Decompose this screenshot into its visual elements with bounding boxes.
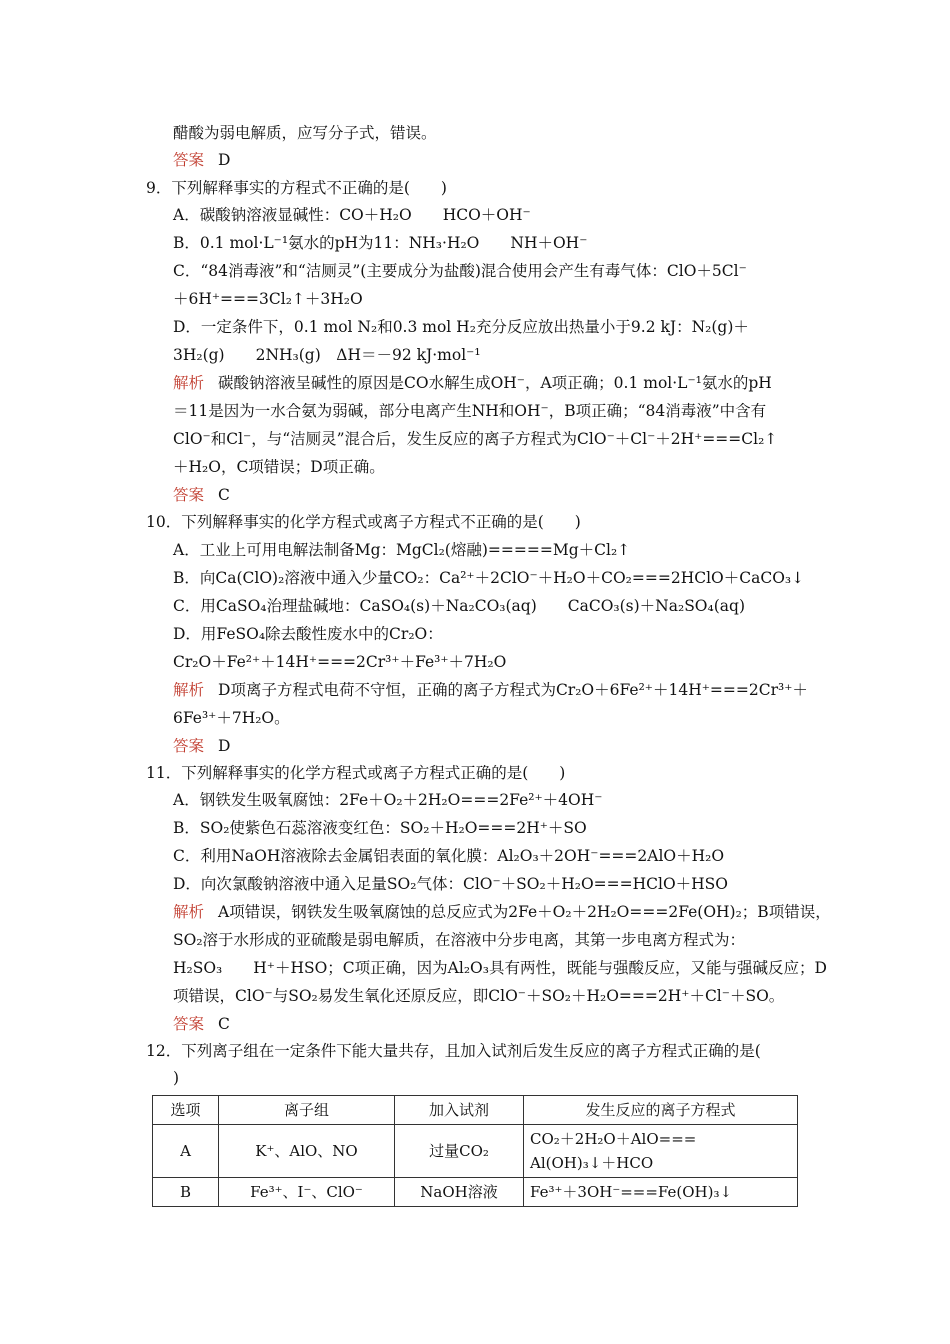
answer-value: C	[218, 1015, 230, 1033]
table-row	[153, 1178, 798, 1207]
equation-line-1: Fe³⁺＋3OH⁻===Fe(OH)₃↓	[530, 1183, 733, 1201]
q9-option-c-cont: ＋6H⁺===3Cl₂↑＋3H₂O	[173, 290, 363, 308]
cell-ions: Fe³⁺、I⁻、ClO⁻	[219, 1178, 395, 1207]
intro-text: 醋酸为弱电解质，应写分子式，错误。	[173, 124, 437, 142]
q11-option-a: A．钢铁发生吸氧腐蚀：2Fe＋O₂＋2H₂O===2Fe²⁺＋4OH⁻	[173, 791, 603, 809]
q9-option-a: A．碳酸钠溶液显碱性：CO＋H₂O HCO＋OH⁻	[173, 206, 531, 224]
q9-option-c: C．“84消毒液”和“洁厕灵”(主要成分为盐酸)混合使用会产生有毒气体：ClO＋5Cl⁻	[173, 262, 747, 280]
table-header-row	[153, 1096, 798, 1125]
q11-analysis-text-2: SO₂溶于水形成的亚硫酸是弱电解质，在溶液中分步电离，其第一步电离方程式为：	[173, 931, 746, 949]
q9-analysis-text-4: ＋H₂O，C项错误；D项正确。	[173, 458, 385, 476]
q11-option-c: C．利用NaOH溶液除去金属铝表面的氧化膜：Al₂O₃＋2OH⁻===2AlO＋H₂O	[173, 847, 725, 865]
q10-answer	[173, 736, 230, 756]
analysis-label: 解析	[173, 374, 205, 392]
equation-line-1: CO₂＋2H₂O＋AlO===	[530, 1130, 697, 1148]
cell-ions: K⁺、AlO、NO	[219, 1125, 395, 1178]
cell-option: A	[153, 1125, 219, 1178]
q11-analysis-text-1: A项错误，钢铁发生吸氧腐蚀的总反应式为2Fe＋O₂＋2H₂O===2Fe(OH)₂；B项错误，	[218, 903, 831, 921]
q11-option-b: B．SO₂使紫色石蕊溶液变红色：SO₂＋H₂O===2H⁺＋SO	[173, 819, 587, 837]
q11-answer	[173, 1014, 230, 1034]
cell-reagent: 过量CO₂	[395, 1125, 524, 1178]
q11-analysis-text-4: 项错误，ClO⁻与SO₂易发生氧化还原反应，即ClO⁻＋SO₂＋H₂O===2H⁺＋Cl⁻＋SO。	[173, 987, 785, 1005]
answer-value: C	[218, 486, 230, 504]
q9-option-d-cont: 3H₂(g) 2NH₃(g) ΔH＝－92 kJ·mol⁻¹	[173, 346, 481, 364]
q9-analysis-text-1: 碳酸钠溶液呈碱性的原因是CO水解生成OH⁻，A项正确；0.1 mol·L⁻¹氨水的pH	[218, 374, 772, 392]
cell-option: B	[153, 1178, 219, 1207]
q9-answer	[173, 485, 230, 505]
q12-stem-cont: )	[173, 1069, 180, 1087]
answer-label: 答案	[173, 151, 205, 169]
q8-answer	[173, 150, 230, 170]
cell-equation	[524, 1125, 798, 1178]
q9-analysis-text-2: ＝11是因为一水合氨为弱碱，部分电离产生NH和OH⁻，B项正确；“84消毒液”中含有	[173, 402, 767, 420]
cell-equation	[524, 1178, 798, 1207]
answer-label: 答案	[173, 1015, 205, 1033]
q12-stem: 12．下列离子组在一定条件下能大量共存，且加入试剂后发生反应的离子方程式正确的是(	[146, 1042, 761, 1060]
answer-value: D	[218, 151, 231, 169]
q11-analysis-text-3: H₂SO₃ H⁺＋HSO；C项正确，因为Al₂O₃具有两性，既能与强酸反应，又能与强碱反应；D	[173, 959, 827, 977]
q11-stem: 11．下列解释事实的化学方程式或离子方程式正确的是( )	[146, 764, 566, 782]
q9-analysis	[173, 373, 772, 393]
q10-option-a: A．工业上可用电解法制备Mg：MgCl₂(熔融)=====Mg＋Cl₂↑	[173, 541, 631, 559]
equation-line-2: Al(OH)₃↓＋HCO	[530, 1154, 654, 1172]
analysis-label: 解析	[173, 903, 205, 921]
analysis-label: 解析	[173, 681, 205, 699]
header-ions: 离子组	[219, 1096, 395, 1125]
q10-analysis	[173, 680, 808, 700]
header-option: 选项	[153, 1096, 219, 1125]
q10-option-c: C．用CaSO₄治理盐碱地：CaSO₄(s)＋Na₂CO₃(aq) CaCO₃(s)＋Na₂SO₄(aq)	[173, 597, 745, 615]
answer-label: 答案	[173, 486, 205, 504]
q9-option-d: D．一定条件下，0.1 mol N₂和0.3 mol H₂充分反应放出热量小于9.2 kJ：N₂(g)＋	[173, 318, 749, 336]
q10-option-b: B．向Ca(ClO)₂溶液中通入少量CO₂：Ca²⁺＋2ClO⁻＋H₂O＋CO₂===2HClO＋CaCO₃↓	[173, 569, 805, 587]
answer-label: 答案	[173, 737, 205, 755]
q10-option-d: D．用FeSO₄除去酸性废水中的Cr₂O：	[173, 625, 443, 643]
q11-option-d: D．向次氯酸钠溶液中通入足量SO₂气体：ClO⁻＋SO₂＋H₂O===HClO＋HSO	[173, 875, 728, 893]
q9-analysis-text-3: ClO⁻和Cl⁻，与“洁厕灵”混合后，发生反应的离子方程式为ClO⁻＋Cl⁻＋2H⁺===Cl₂↑	[173, 430, 778, 448]
q10-analysis-text-1: D项离子方程式电荷不守恒，正确的离子方程式为Cr₂O＋6Fe²⁺＋14H⁺===2Cr³⁺＋	[218, 681, 808, 699]
q10-analysis-text-2: 6Fe³⁺＋7H₂O。	[173, 709, 290, 727]
q10-stem: 10．下列解释事实的化学方程式或离子方程式不正确的是( )	[146, 513, 581, 531]
cell-reagent: NaOH溶液	[395, 1178, 524, 1207]
q12-options-table	[152, 1095, 798, 1207]
header-reagent: 加入试剂	[395, 1096, 524, 1125]
q9-stem: 9．下列解释事实的方程式不正确的是( )	[146, 179, 447, 197]
answer-value: D	[218, 737, 231, 755]
table-row	[153, 1125, 798, 1178]
q11-analysis	[173, 902, 831, 922]
q10-option-d-eq: Cr₂O＋Fe²⁺＋14H⁺===2Cr³⁺＋Fe³⁺＋7H₂O	[173, 653, 507, 671]
header-equation: 发生反应的离子方程式	[524, 1096, 798, 1125]
q9-option-b: B．0.1 mol·L⁻¹氨水的pH为11：NH₃·H₂O NH＋OH⁻	[173, 234, 588, 252]
